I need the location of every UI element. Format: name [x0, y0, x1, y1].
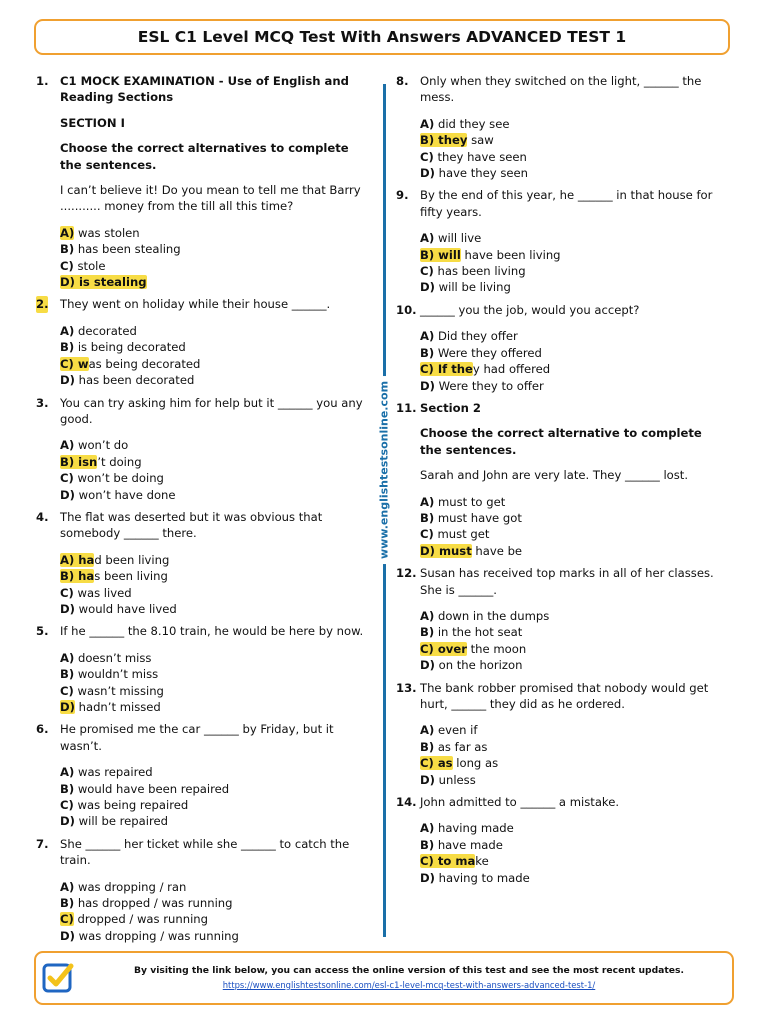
option-letter: A) — [420, 821, 435, 836]
section-instruction: Choose the correct alternative to complete the sentences. — [420, 426, 702, 457]
option-text: did they see — [434, 116, 510, 131]
answer-option[interactable] — [420, 870, 726, 886]
option-letter: A) — [420, 494, 435, 509]
option-text: Were they to offer — [434, 378, 544, 393]
question-item — [36, 836, 366, 944]
question-number: 13. — [396, 680, 417, 695]
option-text: must to get — [434, 494, 506, 509]
option-text: was repaired — [74, 765, 153, 780]
highlighted-answer: C) If the — [420, 362, 473, 377]
highlighted-answer: B) will — [420, 247, 461, 262]
answer-option[interactable] — [60, 585, 366, 601]
option-text: even if — [434, 723, 478, 738]
option-letter: B) — [60, 781, 75, 796]
answer-options — [60, 225, 366, 291]
option-letter: B) — [420, 625, 435, 640]
option-text: won’t have done — [74, 487, 176, 502]
option-text: Did they offer — [434, 329, 518, 344]
answer-option[interactable] — [60, 601, 366, 617]
option-letter: C) — [60, 258, 74, 273]
question-item — [36, 721, 366, 829]
option-letter: C) — [60, 798, 74, 813]
option-letter: A) — [420, 231, 435, 246]
option-text: was dropping / was running — [74, 928, 239, 943]
option-letter: D) — [420, 378, 435, 393]
answer-option[interactable] — [60, 666, 366, 682]
question-text: Only when they switched on the light, ______ the mess. — [420, 74, 702, 105]
page-title-box — [34, 19, 730, 55]
question-number: 11. — [396, 400, 417, 415]
option-letter: A) — [420, 608, 435, 623]
answer-option[interactable] — [420, 345, 726, 361]
question-number: 3. — [36, 395, 49, 410]
question-text: If he ______ the 8.10 train, he would be here by now. — [60, 624, 364, 639]
option-text: would have lived — [74, 601, 177, 616]
checkbox-check-icon — [42, 961, 74, 993]
question-number: 1. — [36, 74, 49, 88]
highlighted-answer: D) — [60, 700, 75, 714]
highlighted-answer: C) over — [420, 641, 467, 656]
option-text: will be repaired — [74, 814, 168, 829]
option-text: was stolen — [74, 225, 140, 240]
option-letter: B) — [420, 510, 435, 525]
option-letter: B) — [60, 340, 75, 355]
answer-option[interactable] — [420, 263, 726, 279]
question-number: 6. — [36, 722, 49, 737]
question-text: The bank robber promised that nobody would get hurt, ______ they did as he ordered. — [420, 680, 709, 711]
question-item — [36, 623, 366, 715]
question-item — [36, 395, 366, 503]
option-text: will live — [434, 231, 482, 246]
question-item — [396, 565, 726, 673]
option-text: has been living — [433, 264, 526, 279]
answer-option[interactable] — [60, 552, 366, 568]
answer-option[interactable] — [60, 274, 366, 290]
question-item — [396, 680, 726, 788]
answer-option[interactable] — [60, 454, 366, 470]
option-letter: B) — [420, 739, 435, 754]
highlighted-answer: C) as — [420, 756, 453, 771]
answer-option[interactable] — [60, 372, 366, 388]
option-letter: B) — [420, 837, 435, 852]
question-item — [396, 400, 726, 559]
highlighted-answer: D) is stealing — [60, 275, 147, 290]
answer-option[interactable] — [60, 258, 366, 274]
option-letter: B) — [60, 896, 75, 911]
option-letter: A) — [60, 650, 75, 665]
right-column — [396, 73, 726, 892]
answer-option[interactable] — [420, 624, 726, 640]
answer-option[interactable] — [420, 641, 726, 657]
question-number: 2. — [36, 297, 49, 312]
highlighted-answer: B) they — [420, 133, 468, 148]
answer-option[interactable] — [420, 526, 726, 542]
option-text: the moon — [466, 641, 527, 656]
question-item — [36, 509, 366, 617]
question-text: You can try asking him for help but it ______ you any good. — [60, 395, 363, 426]
question-item — [396, 794, 726, 886]
option-letter: D) — [420, 280, 435, 295]
answer-option[interactable] — [420, 543, 726, 559]
answer-option[interactable] — [420, 279, 726, 295]
option-text: saw — [467, 133, 494, 148]
answer-option[interactable] — [60, 568, 366, 584]
option-text: as being decorated — [88, 356, 201, 371]
answer-option[interactable] — [420, 361, 726, 377]
answer-option[interactable] — [420, 739, 726, 755]
option-letter: A) — [60, 765, 75, 780]
option-letter: D) — [60, 814, 75, 829]
option-text: ’t doing — [97, 454, 142, 469]
option-letter: C) — [420, 149, 434, 164]
answer-options — [420, 494, 726, 560]
answer-option[interactable] — [420, 657, 726, 673]
answer-options — [60, 879, 366, 945]
question-text: The flat was deserted but it was obvious that somebody ______ there. — [60, 509, 323, 541]
option-text: having to made — [434, 870, 530, 885]
answer-option[interactable] — [60, 928, 366, 944]
highlighted-answer: B) isn — [60, 454, 98, 469]
answer-option[interactable] — [60, 879, 366, 895]
answer-option[interactable] — [60, 699, 366, 715]
page-title: ESL C1 Level MCQ Test With Answers ADVANCED TEST 1 — [137, 28, 627, 46]
question-item — [396, 187, 726, 295]
option-text: would have been repaired — [74, 781, 230, 796]
question-number: 9. — [396, 188, 409, 203]
section-heading: Section 2 — [420, 400, 481, 415]
answer-option[interactable] — [60, 470, 366, 486]
section-label: SECTION I — [60, 115, 125, 130]
option-text: was lived — [73, 585, 132, 600]
answer-option[interactable] — [420, 116, 726, 132]
question-number: 14. — [396, 795, 417, 810]
question-number: 12. — [396, 566, 417, 581]
answer-option[interactable] — [60, 683, 366, 699]
option-letter: B) — [60, 667, 75, 682]
footer-box — [34, 951, 734, 1005]
option-text: having made — [434, 821, 514, 836]
question-text: He promised me the car ______ by Friday, but it wasn’t. — [60, 722, 334, 753]
option-letter: A) — [420, 723, 435, 738]
highlighted-answer: C) w — [60, 356, 89, 371]
option-text: is being decorated — [74, 340, 186, 355]
option-letter: D) — [420, 870, 435, 885]
answer-options — [60, 437, 366, 503]
answer-option[interactable] — [60, 356, 366, 372]
option-letter: A) — [60, 879, 75, 894]
answer-option[interactable] — [60, 241, 366, 257]
option-letter: B) — [420, 345, 435, 360]
option-letter: D) — [420, 658, 435, 673]
answer-option[interactable] — [420, 510, 726, 526]
option-text: must get — [433, 527, 490, 542]
answer-options — [420, 820, 726, 886]
option-letter: B) — [60, 242, 75, 257]
answer-option[interactable] — [420, 132, 726, 148]
option-text: they have seen — [433, 149, 527, 164]
highlighted-answer: A) ha — [60, 552, 95, 567]
question-number: 10. — [396, 302, 417, 317]
question-item — [36, 296, 366, 388]
section-heading: C1 MOCK EXAMINATION - Use of English and Reading Sections — [60, 74, 349, 105]
answer-options — [420, 328, 726, 394]
question-text: Sarah and John are very late. They ______ lost. — [420, 468, 689, 483]
question-text: I can’t believe it! Do you mean to tell me that Barry ........... money from the till all this time? — [60, 183, 361, 214]
option-text: wasn’t missing — [73, 683, 164, 698]
question-text: By the end of this year, he ______ in that house for fifty years. — [420, 188, 713, 219]
option-text: d been living — [94, 552, 170, 567]
option-letter: A) — [420, 329, 435, 344]
answer-option[interactable] — [60, 339, 366, 355]
highlighted-answer: B) ha — [60, 569, 95, 584]
answer-option[interactable] — [60, 487, 366, 503]
option-text: dropped / was running — [73, 912, 209, 927]
option-text: on the horizon — [434, 658, 523, 673]
question-item — [396, 302, 726, 394]
option-text: hadn’t missed — [74, 700, 161, 714]
option-text: won’t do — [74, 438, 129, 453]
answer-options — [60, 764, 366, 830]
option-letter: D) — [420, 166, 435, 181]
option-letter: C) — [60, 471, 74, 486]
option-letter: C) — [420, 264, 434, 279]
option-letter: D) — [60, 928, 75, 943]
option-text: have they seen — [434, 166, 528, 181]
answer-option[interactable] — [420, 328, 726, 344]
answer-options — [60, 650, 366, 716]
left-column — [36, 73, 366, 950]
answer-option[interactable] — [60, 650, 366, 666]
question-item — [36, 73, 366, 290]
answer-option[interactable] — [60, 323, 366, 339]
question-number: 8. — [396, 74, 409, 88]
option-letter: A) — [60, 438, 75, 453]
answer-options — [60, 323, 366, 389]
question-text: Susan has received top marks in all of her classes. She is ______. — [420, 566, 714, 597]
option-text: doesn’t miss — [74, 650, 152, 665]
question-text: ______ you the job, would you accept? — [420, 302, 640, 317]
option-letter: C) — [420, 527, 434, 542]
option-text: in the hot seat — [434, 625, 523, 640]
option-text: stole — [73, 258, 106, 273]
option-text: was being repaired — [73, 798, 189, 813]
answer-option[interactable] — [60, 813, 366, 829]
answer-option[interactable] — [420, 378, 726, 394]
option-text: decorated — [74, 323, 137, 338]
question-item — [396, 73, 726, 181]
option-letter: D) — [60, 373, 75, 388]
answer-options — [420, 116, 726, 182]
section-instruction: Choose the correct alternatives to complete the sentences. — [60, 141, 349, 172]
highlighted-answer: C) to ma — [420, 854, 476, 869]
option-text: Were they offered — [434, 345, 542, 360]
option-text: s been living — [94, 569, 168, 584]
option-text: will be living — [434, 280, 511, 295]
answer-option[interactable] — [420, 853, 726, 869]
option-text: y had offered — [472, 362, 551, 377]
option-text: have made — [434, 837, 503, 852]
question-number: 4. — [36, 509, 49, 524]
answer-options — [60, 552, 366, 618]
answer-options — [420, 722, 726, 788]
option-text: has been stealing — [74, 242, 181, 257]
option-text: has been decorated — [74, 373, 195, 388]
answer-option[interactable] — [60, 764, 366, 780]
answer-option[interactable] — [420, 608, 726, 624]
option-text: have be — [471, 543, 523, 558]
footer-link[interactable]: https://www.englishtestsonline.com/esl-c1-level-mcq-test-with-answers-advanced-test-1/ — [222, 980, 596, 990]
option-text: wouldn’t miss — [74, 667, 159, 682]
question-number: 7. — [36, 836, 49, 851]
answer-options — [420, 608, 726, 674]
option-letter: A) — [420, 116, 435, 131]
option-text: ke — [475, 854, 489, 869]
option-letter: D) — [60, 487, 75, 502]
option-letter: C) — [60, 585, 74, 600]
highlighted-answer: C) — [60, 912, 74, 927]
answer-option[interactable] — [420, 230, 726, 246]
answer-option[interactable] — [60, 437, 366, 453]
answer-option[interactable] — [60, 911, 366, 927]
answer-option[interactable] — [420, 494, 726, 510]
answer-option[interactable] — [60, 781, 366, 797]
option-text: unless — [434, 772, 476, 787]
option-text: long as — [452, 756, 499, 771]
option-letter: D) — [60, 601, 75, 616]
option-letter: A) — [60, 323, 75, 338]
question-number: 5. — [36, 624, 49, 639]
option-text: down in the dumps — [434, 608, 550, 623]
answer-options — [420, 230, 726, 296]
option-text: as far as — [434, 739, 488, 754]
footer-text: By visiting the link below, you can access the online version of this test and see the most recent updates. — [134, 965, 684, 976]
vertical-site-url: www.englishtestsonline.com — [378, 376, 391, 564]
option-letter: C) — [60, 683, 74, 698]
answer-option[interactable] — [420, 837, 726, 853]
question-text: John admitted to ______ a mistake. — [420, 795, 620, 810]
option-text: was dropping / ran — [74, 879, 187, 894]
question-text: She ______ her ticket while she ______ to catch the train. — [60, 836, 350, 868]
answer-option[interactable] — [420, 772, 726, 788]
answer-option[interactable] — [420, 165, 726, 181]
answer-option[interactable] — [420, 149, 726, 165]
answer-option[interactable] — [420, 755, 726, 771]
option-text: won’t be doing — [73, 471, 164, 486]
highlighted-answer: D) must — [420, 543, 472, 558]
question-text: They went on holiday while their house ______. — [60, 297, 331, 312]
option-text: have been living — [460, 247, 561, 262]
answer-option[interactable] — [420, 820, 726, 836]
highlighted-answer: A) — [60, 225, 75, 240]
answer-option[interactable] — [420, 247, 726, 263]
answer-option[interactable] — [420, 722, 726, 738]
answer-option[interactable] — [60, 797, 366, 813]
option-text: must have got — [434, 510, 522, 525]
option-letter: D) — [420, 772, 435, 787]
answer-option[interactable] — [60, 225, 366, 241]
option-text: has dropped / was running — [74, 896, 233, 911]
answer-option[interactable] — [60, 895, 366, 911]
